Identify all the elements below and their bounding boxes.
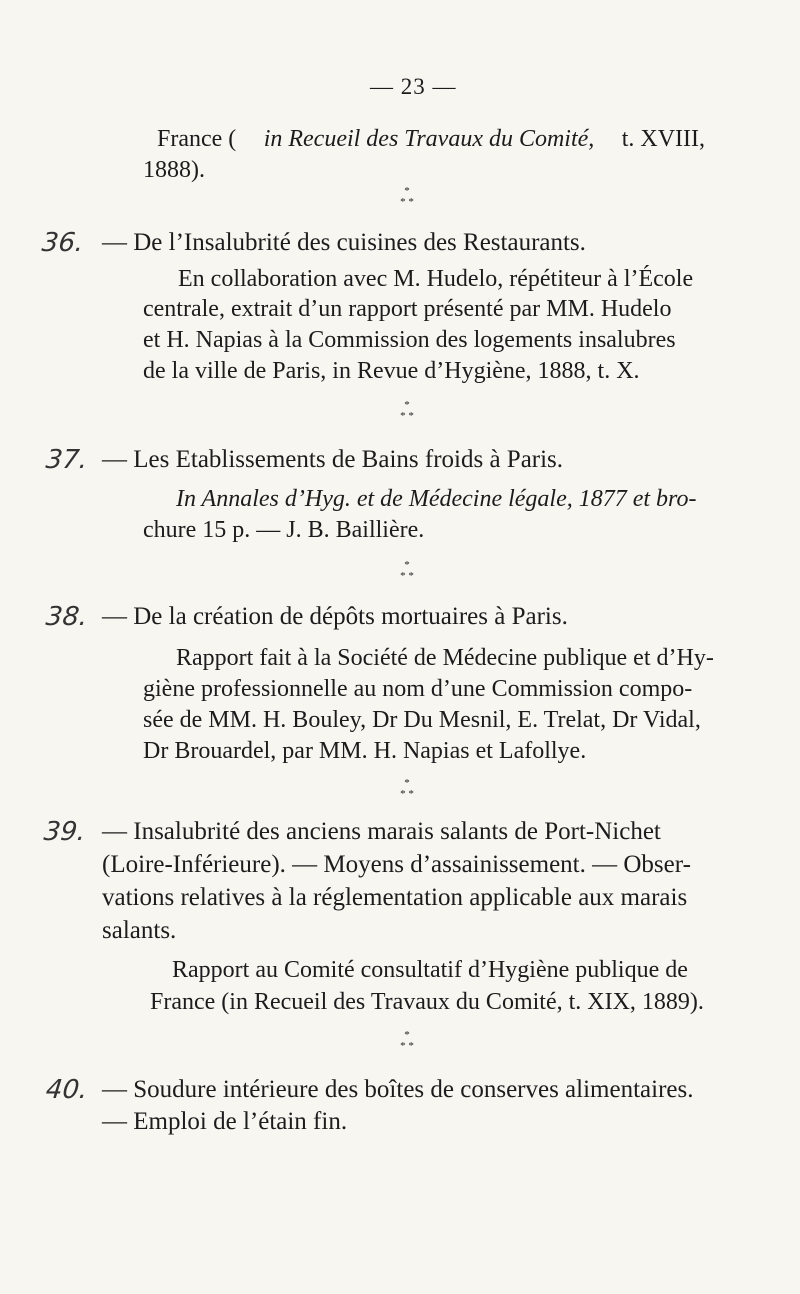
asterism-1: * * * [400, 185, 414, 208]
top-note-suffix: t. XVIII, [621, 126, 705, 152]
entry-37-line: chure 15 p. — J. B. Baillière. [143, 517, 425, 543]
asterism-5: * * * [400, 1029, 414, 1052]
asterism-4: * * * [400, 777, 414, 800]
top-note-prefix: France ( [157, 126, 237, 152]
entry-38-number: 38. [44, 602, 89, 632]
entry-38-line: giène professionnelle au nom d’une Commission compo- [143, 676, 693, 702]
asterism-3: * * * [400, 559, 414, 582]
entry-39-number: 39. [42, 817, 87, 847]
top-note-line-2: 1888). [143, 157, 205, 183]
entry-38-line: Dr Brouardel, par MM. H. Napias et Lafollye. [143, 738, 587, 764]
entry-39-title-line: vations relatives à la réglementation applicable aux marais [102, 884, 688, 911]
entry-37-line: In Annales d’Hyg. et de Médecine légale, 1877 et bro- [176, 486, 697, 512]
asterism-2: * * * [400, 399, 414, 422]
top-note-line-1 [157, 124, 705, 154]
page-number: — 23 — [370, 74, 457, 99]
entry-40-title: — Soudure intérieure des boîtes de conserves alimentaires. [102, 1076, 694, 1103]
top-note-italic: in Recueil des Travaux du Comité, [263, 126, 595, 152]
entry-37-title: — Les Etablissements de Bains froids à Paris. [102, 446, 564, 473]
entry-39-line: France (in Recueil des Travaux du Comité, t. XIX, 1889). [150, 989, 704, 1015]
entry-36-line: de la ville de Paris, in Revue d’Hygiène, 1888, t. X. [143, 358, 640, 384]
entry-39-title-line: (Loire-Inférieure). — Moyens d’assainissement. — Obser- [102, 851, 691, 878]
entry-40-number: 40. [44, 1075, 89, 1105]
entry-36-title: — De l’Insalubrité des cuisines des Restaurants. [102, 229, 586, 256]
entry-36-line: En collaboration avec M. Hudelo, répétiteur à l’École [178, 266, 694, 292]
entry-39-title: — Insalubrité des anciens marais salants de Port-Nichet [102, 818, 661, 845]
entry-36-line: et H. Napias à la Commission des logements insalubres [143, 327, 676, 353]
entry-36-line: centrale, extrait d’un rapport présenté par MM. Hudelo [143, 296, 672, 322]
entry-38-title: — De la création de dépôts mortuaires à Paris. [102, 603, 568, 630]
entry-37-number: 37. [44, 445, 89, 475]
entry-39-line: Rapport au Comité consultatif d’Hygiène publique de [172, 957, 688, 983]
entry-38-line: sée de MM. H. Bouley, Dr Du Mesnil, E. Trelat, Dr Vidal, [143, 707, 701, 733]
entry-38-line: Rapport fait à la Société de Médecine publique et d’Hy- [176, 645, 714, 671]
entry-40-title-line: — Emploi de l’étain fin. [102, 1108, 348, 1135]
entry-36-number: 36. [40, 228, 85, 258]
entry-39-title-line: salants. [102, 917, 177, 944]
